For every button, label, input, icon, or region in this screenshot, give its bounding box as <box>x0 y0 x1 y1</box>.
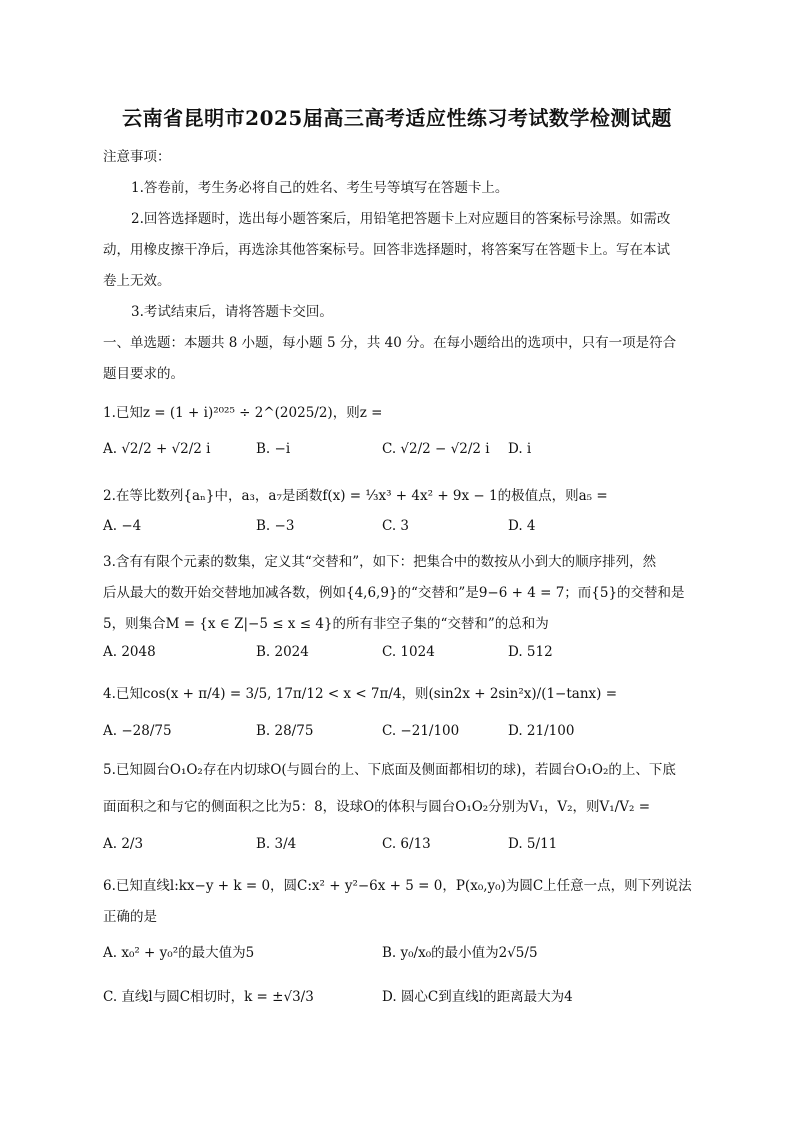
question-3-option-b: B. 2024 <box>256 644 309 660</box>
page-title: 云南省昆明市2025届高三高考适应性练习考试数学检测试题 <box>122 106 672 130</box>
question-6-line-2: 正确的是 <box>103 909 157 925</box>
notice-heading: 注意事项： <box>103 149 171 165</box>
notice-item-2-line-3: 卷上无效。 <box>103 273 171 289</box>
question-1-option-a: A. √2/2 + √2/2 i <box>103 441 211 457</box>
question-6-line-1: 6.已知直线l:kx−y + k = 0，圆C:x² + y²−6x + 5 = 0，P(x₀,y₀)为圆C上任意一点，则下列说法 <box>103 878 692 894</box>
question-2-option-a: A. −4 <box>103 518 142 534</box>
question-3-line-2: 后从最大的数开始交替地加减各数，例如{4,6,9}的“交替和”是9−6 + 4 = 7；而{5}的交替和是 <box>103 585 685 601</box>
question-1-option-b: B. −i <box>256 441 291 457</box>
question-5-option-b: B. 3/4 <box>256 836 297 852</box>
question-2-option-b: B. −3 <box>256 518 295 534</box>
question-5-line-1: 5.已知圆台O₁O₂存在内切球O(与圆台的上、下底面及侧面都相切的球)，若圆台O₁O₂的上、下底 <box>103 762 676 778</box>
question-6-option-a: A. x₀² + y₀²的最大值为5 <box>103 945 255 961</box>
question-3-line-3: 5，则集合M = {x ∈ Z|−5 ≤ x ≤ 4}的所有非空子集的“交替和”的总和为 <box>103 616 549 632</box>
question-3-option-a: A. 2048 <box>103 644 156 660</box>
question-4-option-a: A. −28/75 <box>103 723 172 739</box>
question-3-option-c: C. 1024 <box>382 644 435 660</box>
question-4-option-c: C. −21/100 <box>382 723 460 739</box>
question-1-stem: 1.已知z = (1 + i)²⁰²⁵ ÷ 2^(2025/2)，则z = <box>103 405 383 421</box>
notice-item-2-line-1: 2.回答选择题时，选出每小题答案后，用铅笔把答题卡上对应题目的答案标号涂黑。如需改 <box>131 211 671 227</box>
question-5-line-2: 面面积之和与它的侧面积之比为5：8，设球O的体积与圆台O₁O₂分别为V₁，V₂，则V₁/V₂ = <box>103 799 650 815</box>
question-4-option-d: D. 21/100 <box>508 723 575 739</box>
question-3-option-d: D. 512 <box>508 644 553 660</box>
question-6-option-b: B. y₀/x₀的最小值为2√5/5 <box>382 945 538 961</box>
question-5-option-a: A. 2/3 <box>103 836 144 852</box>
question-4-stem: 4.已知cos(x + π/4) = 3/5, 17π/12 < x < 7π/4，则(sin2x + 2sin²x)/(1−tanx) = <box>103 686 618 702</box>
notice-item-2-line-2: 动，用橡皮擦干净后，再选涂其他答案标号。回答非选择题时，将答案写在答题卡上。写在本试 <box>103 242 670 258</box>
question-5-option-c: C. 6/13 <box>382 836 431 852</box>
question-2-option-d: D. 4 <box>508 518 536 534</box>
question-3-line-1: 3.含有有限个元素的数集，定义其“交替和”，如下：把集合中的数按从小到大的顺序排列，然 <box>103 554 657 570</box>
question-2-option-c: C. 3 <box>382 518 410 534</box>
question-6-option-d: D. 圆心C到直线l的距离最大为4 <box>382 989 573 1005</box>
question-6-option-c: C. 直线l与圆C相切时，k = ±√3/3 <box>103 989 314 1005</box>
question-2-stem: 2.在等比数列{aₙ}中，a₃，a₇是函数f(x) = ⅓x³ + 4x² + 9x − 1的极值点，则a₅ = <box>103 488 608 504</box>
question-1-option-d: D. i <box>508 441 532 457</box>
notice-item-1: 1.答卷前，考生务必将自己的姓名、考生号等填写在答题卡上。 <box>131 180 509 196</box>
question-1-option-c: C. √2/2 − √2/2 i <box>382 441 490 457</box>
section-heading-line-2: 题目要求的。 <box>103 366 184 382</box>
question-5-option-d: D. 5/11 <box>508 836 558 852</box>
question-4-option-b: B. 28/75 <box>256 723 314 739</box>
notice-item-3: 3.考试结束后，请将答题卡交回。 <box>131 304 333 320</box>
section-heading-line-1: 一、单选题：本题共 8 小题，每小题 5 分，共 40 分。在每小题给出的选项中，只有一项是符合 <box>103 335 677 351</box>
